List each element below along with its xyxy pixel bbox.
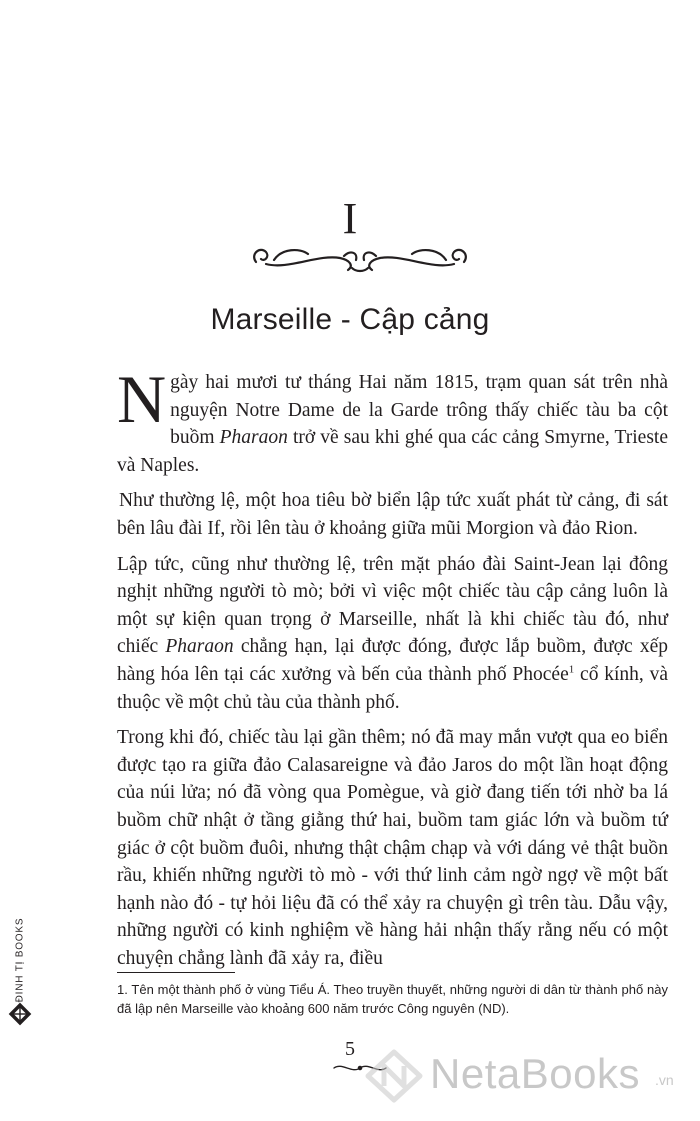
watermark-suffix: .vn [655,1072,674,1088]
p3-text-a: Lập tức, cũng như thường lệ, trên mặt pháo đài Saint-Jean lại đông nghịt những người tò mò; bởi vì việc một chiếc tàu cập cảng luôn là một sự kiện quan trọng ở Marseille, nhất là khi chiếc tàu đó, như chiếc [117,553,668,658]
chapter-number: I [342,194,358,243]
ship-name: Pharaon [219,427,288,449]
drop-cap: N [117,361,167,437]
p3-text-b: chẳng hạn, lại được đóng, được lắp buồm, được xếp hàng hóa lên tại các xưởng và bến của thành phố Phocée [117,636,668,685]
p1-line-1: gày hai mươi tư tháng Hai năm 1815, trạm quan sát trên [170,372,633,393]
footnote: 1. Tên một thành phố ở vùng Tiểu Á. Theo truyền thuyết, những người di dân từ thành phố này đã lập nên Marseille vào khoảng 600 năm trước Công nguyên (ND). [117,982,668,1016]
page-number: 5 [345,1038,355,1060]
p3-text-c: cổ kính, và thuộc về một chủ tàu của thành phố. [117,663,668,713]
p1-line-2: nhà nguyện Notre Dame de la Garde trông thấy chiếc tàu [170,372,668,421]
p1-line-3b: trở về sau khi ghé qua các cảng Smyrne, [287,427,610,449]
chapter-title: Marseille - Cập cảng [210,303,490,336]
p4-text: Trong khi đó, chiếc tàu lại gần thêm; nó đã may mắn vượt qua eo biển được tạo ra giữa đảo Calasareigne và đảo Jaros do một lần hoạt động của núi lửa; nó đã vòng qua Pomègue, và giờ đang tiến tới nhờ ba lá buồm chữ nhật ở tầng giằng thứ hai, buồm tam giác lớn và buồm tứ giác ở cột buồm đuôi, nhưng thật chậm chạp và với dáng vẻ thật buồn rầu, khiến những người tò mò - với thứ linh cảm ngờ ngợ về một bất hạnh nào đó - tự hỏi liệu đã có thể xảy ra chuyện gì trên tàu. Dẫu vậy, những người có kinh nghiệm về hàng hải nhận thấy rằng nếu có một chuyện chẳng lành đã xảy ra, điều [117,727,668,969]
watermark-name: NetaBooks [430,1050,640,1097]
p2-text: Như thường lệ, một hoa tiêu bờ biển lập tức xuất phát từ cảng, đi sát bên lâu đài If, rồi lên tàu ở khoảng giữa mũi Morgion và đảo Rion. [117,490,668,539]
p1-line-3a: ba cột buồm [170,399,668,449]
chapter-ornament [248,240,472,276]
chapter-body [117,361,668,980]
footnote-rule [117,972,235,973]
watermark-logo-icon [364,1048,424,1104]
publisher-logo-icon [8,1002,32,1026]
paragraph-2 [117,487,668,542]
footnote-ref: 1 [568,663,575,676]
p1-line-4: Trieste và Naples. [117,427,668,476]
ship-name-2: Pharaon [165,636,234,658]
publisher-brand: ĐINH TỊ BOOKS [14,917,26,1003]
paragraph-3 [117,551,668,717]
paragraph-1 [117,361,668,479]
paragraph-4 [117,724,668,972]
